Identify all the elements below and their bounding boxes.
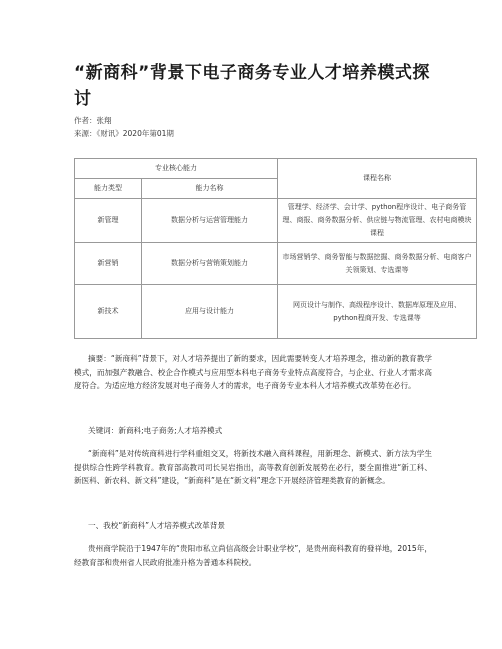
table-course-header: 课程名称 [278,159,477,199]
row-ability: 数据分析与营销策划能力 [142,243,278,285]
row-courses: 网页设计与制作、高级程序设计、数据库原理及应用、python程商开发、专选课等 [278,285,477,339]
article-title: “新商科”背景下电子商务专业人才培养模式探讨 [74,63,430,109]
row-type: 新技术 [75,285,142,339]
row-courses: 管理学、经济学、会计学、python程序设计、电子商务管理、商报、商务数据分析、供应链与物流管理、农村电商模块课程 [278,199,477,243]
table-col-name: 能力名称 [142,179,278,199]
intro-paragraph: “新商科”是对传统商科进行学科重组交叉，将新技术融入商科课程，用新理念、新模式、新方法为学生提供综合性跨学科教育。教育部高教司司长吴岩指出，高等教育创新发展势在必行，要全面推进“新工科、新医科、新农科、新文科”建设，“新商科”是在“新文科”理念下开展经济管理类教育的新概念。 [74,449,432,485]
table-row [75,199,477,243]
abstract-paragraph: 摘要：“新商科”背景下，对人才培养提出了新的要求，因此需要转变人才培养理念，推动新的教育教学模式，而加强产教融合、校企合作模式与应用型本科电子商务专业特点高度符合，与企业、行业人才需求高度符合。为适应地方经济发展对电子商务人才的需求，电子商务专业本科人才培养模式改革势在必行。 [74,354,432,390]
table-group-header: 专业核心能力 [75,159,278,179]
row-courses: 市场营销学、商务智能与数据挖掘、商务数据分析、电商客户关领策划、专选课等 [278,243,477,285]
keywords-line: 关键词：新商科;电子商务;人才培养模式 [88,426,223,435]
table-row [75,285,477,339]
row-type: 新管理 [75,199,142,243]
row-ability: 应用与设计能力 [142,285,278,339]
section-heading: 一、我校“新商科”人才培养模式改革背景 [88,521,225,530]
row-type: 新营销 [75,243,142,285]
competency-table [74,158,477,339]
section-paragraph: 贵州商学院沿于1947年的“贵阳市私立尚信高级会计职业学校”，是贵州商科教育的發祥地，2015年，经教育部和贵州省人民政府批准升格为普通本科院校。 [74,544,432,567]
article-author: 作者：张翔 [74,116,112,125]
table-col-type: 能力类型 [75,179,142,199]
row-ability: 数据分析与运营管理能力 [142,199,278,243]
article-source: 来源：《财讯》2020年第01期 [74,129,174,138]
table-row [75,243,477,285]
